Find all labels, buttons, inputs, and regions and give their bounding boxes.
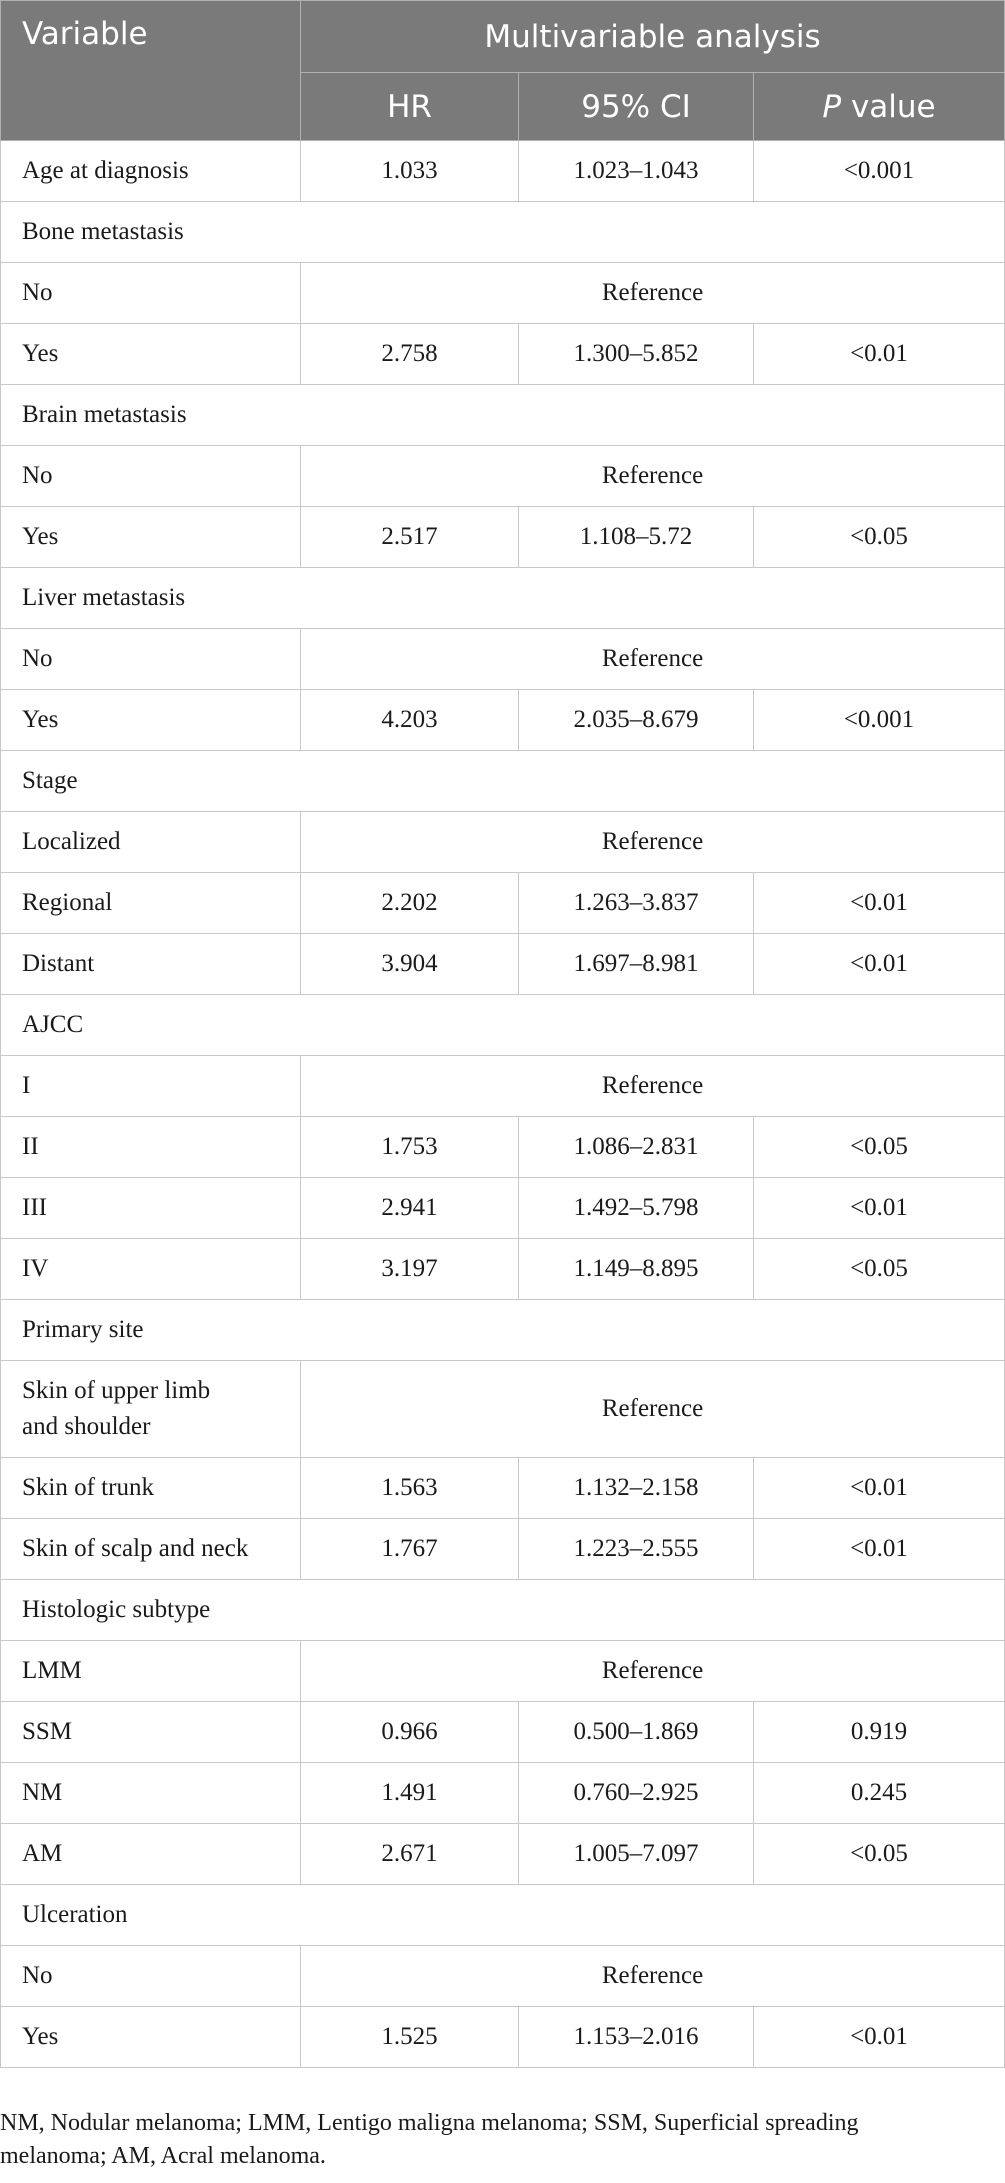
variable-cell (1, 1361, 301, 1458)
section-row (1, 385, 1005, 446)
variable-cell: SSM (1, 1702, 301, 1763)
ci-cell: 1.300–5.852 (519, 324, 754, 385)
hr-cell: 4.203 (301, 690, 519, 751)
variable-cell: Yes (1, 2007, 301, 2068)
hr-cell: 2.517 (301, 507, 519, 568)
section-label: Histologic subtype (1, 1580, 1005, 1641)
variable-cell: No (1, 263, 301, 324)
section-label: AJCC (1, 995, 1005, 1056)
hr-cell: 1.767 (301, 1519, 519, 1580)
hr-cell: 2.941 (301, 1178, 519, 1239)
p-value-cell: 0.245 (754, 1763, 1005, 1824)
reference-cell: Reference (301, 1641, 1005, 1702)
variable-cell: Regional (1, 873, 301, 934)
hr-cell: 3.197 (301, 1239, 519, 1300)
header-p-suffix: value (841, 88, 936, 125)
variable-cell: No (1, 1946, 301, 2007)
table-row (1, 446, 1005, 507)
section-label: Primary site (1, 1300, 1005, 1361)
variable-cell: No (1, 446, 301, 507)
ci-cell: 1.086–2.831 (519, 1117, 754, 1178)
header-p-value (754, 73, 1005, 141)
table-row (1, 1056, 1005, 1117)
table-row (1, 1641, 1005, 1702)
ci-cell: 1.153–2.016 (519, 2007, 754, 2068)
section-label: Ulceration (1, 1885, 1005, 1946)
p-value-cell: <0.001 (754, 690, 1005, 751)
reference-cell: Reference (301, 446, 1005, 507)
table-row (1, 1361, 1005, 1458)
table-row (1, 263, 1005, 324)
section-label: Bone metastasis (1, 202, 1005, 263)
p-value-cell: 0.919 (754, 1702, 1005, 1763)
ci-cell: 1.005–7.097 (519, 1824, 754, 1885)
p-value-cell: <0.01 (754, 2007, 1005, 2068)
reference-cell: Reference (301, 263, 1005, 324)
table-row (1, 1702, 1005, 1763)
table-row (1, 507, 1005, 568)
ci-cell: 2.035–8.679 (519, 690, 754, 751)
variable-cell: III (1, 1178, 301, 1239)
section-row (1, 1885, 1005, 1946)
section-row (1, 995, 1005, 1056)
header-variable: Variable (1, 1, 301, 141)
variable-cell: AM (1, 1824, 301, 1885)
variable-cell: Skin of scalp and neck (1, 1519, 301, 1580)
header-95-ci: 95% CI (519, 73, 754, 141)
p-value-cell: <0.01 (754, 873, 1005, 934)
variable-cell: Yes (1, 324, 301, 385)
table-row (1, 324, 1005, 385)
hr-cell: 1.525 (301, 2007, 519, 2068)
table-row (1, 1519, 1005, 1580)
table-row (1, 629, 1005, 690)
table-row (1, 1239, 1005, 1300)
variable-cell: Distant (1, 934, 301, 995)
section-label: Liver metastasis (1, 568, 1005, 629)
hr-cell: 0.966 (301, 1702, 519, 1763)
table-row (1, 1946, 1005, 2007)
variable-label-line: Skin of upper limb (22, 1377, 211, 1404)
variable-label-line: and shoulder (22, 1413, 151, 1440)
p-value-cell: <0.01 (754, 1519, 1005, 1580)
variable-cell: Localized (1, 812, 301, 873)
header-multivariable-analysis: Multivariable analysis (301, 1, 1005, 73)
ci-cell: 1.108–5.72 (519, 507, 754, 568)
table-header (1, 1, 1005, 141)
p-value-cell: <0.001 (754, 141, 1005, 202)
reference-cell: Reference (301, 1361, 1005, 1458)
hr-cell: 2.202 (301, 873, 519, 934)
p-value-cell: <0.01 (754, 1458, 1005, 1519)
ci-cell: 0.760–2.925 (519, 1763, 754, 1824)
ci-cell: 1.132–2.158 (519, 1458, 754, 1519)
table-row (1, 934, 1005, 995)
section-label: Stage (1, 751, 1005, 812)
p-value-cell: <0.05 (754, 1824, 1005, 1885)
variable-cell: Age at diagnosis (1, 141, 301, 202)
section-row (1, 568, 1005, 629)
ci-cell: 1.492–5.798 (519, 1178, 754, 1239)
hr-cell: 1.491 (301, 1763, 519, 1824)
hr-cell: 1.033 (301, 141, 519, 202)
ci-cell: 1.263–3.837 (519, 873, 754, 934)
variable-cell: Yes (1, 507, 301, 568)
table-row (1, 690, 1005, 751)
table-row (1, 1763, 1005, 1824)
hr-cell: 2.758 (301, 324, 519, 385)
section-row (1, 202, 1005, 263)
header-row-1 (1, 1, 1005, 73)
variable-cell: I (1, 1056, 301, 1117)
reference-cell: Reference (301, 1946, 1005, 2007)
table-row (1, 812, 1005, 873)
section-row (1, 751, 1005, 812)
reference-cell: Reference (301, 629, 1005, 690)
footnote-line-1: NM, Nodular melanoma; LMM, Lentigo maligna melanoma; SSM, Superficial spreading (0, 2110, 859, 2136)
header-p-italic: P (822, 88, 842, 125)
variable-cell: II (1, 1117, 301, 1178)
variable-cell: Yes (1, 690, 301, 751)
p-value-cell: <0.05 (754, 507, 1005, 568)
table-row (1, 141, 1005, 202)
section-label: Brain metastasis (1, 385, 1005, 446)
p-value-cell: <0.01 (754, 324, 1005, 385)
ci-cell: 1.149–8.895 (519, 1239, 754, 1300)
variable-cell: Skin of trunk (1, 1458, 301, 1519)
footnote-line-2: melanoma; AM, Acral melanoma. (0, 2143, 326, 2169)
hr-cell: 1.563 (301, 1458, 519, 1519)
ci-cell: 1.023–1.043 (519, 141, 754, 202)
hr-cell: 3.904 (301, 934, 519, 995)
variable-cell: IV (1, 1239, 301, 1300)
table-row (1, 1178, 1005, 1239)
table-body (1, 141, 1005, 2068)
table-row (1, 1458, 1005, 1519)
variable-cell: NM (1, 1763, 301, 1824)
reference-cell: Reference (301, 1056, 1005, 1117)
reference-cell: Reference (301, 812, 1005, 873)
p-value-cell: <0.01 (754, 1178, 1005, 1239)
p-value-cell: <0.01 (754, 934, 1005, 995)
header-hr: HR (301, 73, 519, 141)
table-footnote (0, 2107, 990, 2173)
ci-cell: 1.697–8.981 (519, 934, 754, 995)
section-row (1, 1580, 1005, 1641)
table-row (1, 1824, 1005, 1885)
hr-cell: 1.753 (301, 1117, 519, 1178)
ci-cell: 0.500–1.869 (519, 1702, 754, 1763)
ci-cell: 1.223–2.555 (519, 1519, 754, 1580)
table-row (1, 873, 1005, 934)
variable-cell: LMM (1, 1641, 301, 1702)
table-row (1, 2007, 1005, 2068)
p-value-cell: <0.05 (754, 1117, 1005, 1178)
variable-cell: No (1, 629, 301, 690)
p-value-cell: <0.05 (754, 1239, 1005, 1300)
section-row (1, 1300, 1005, 1361)
hr-cell: 2.671 (301, 1824, 519, 1885)
table-row (1, 1117, 1005, 1178)
